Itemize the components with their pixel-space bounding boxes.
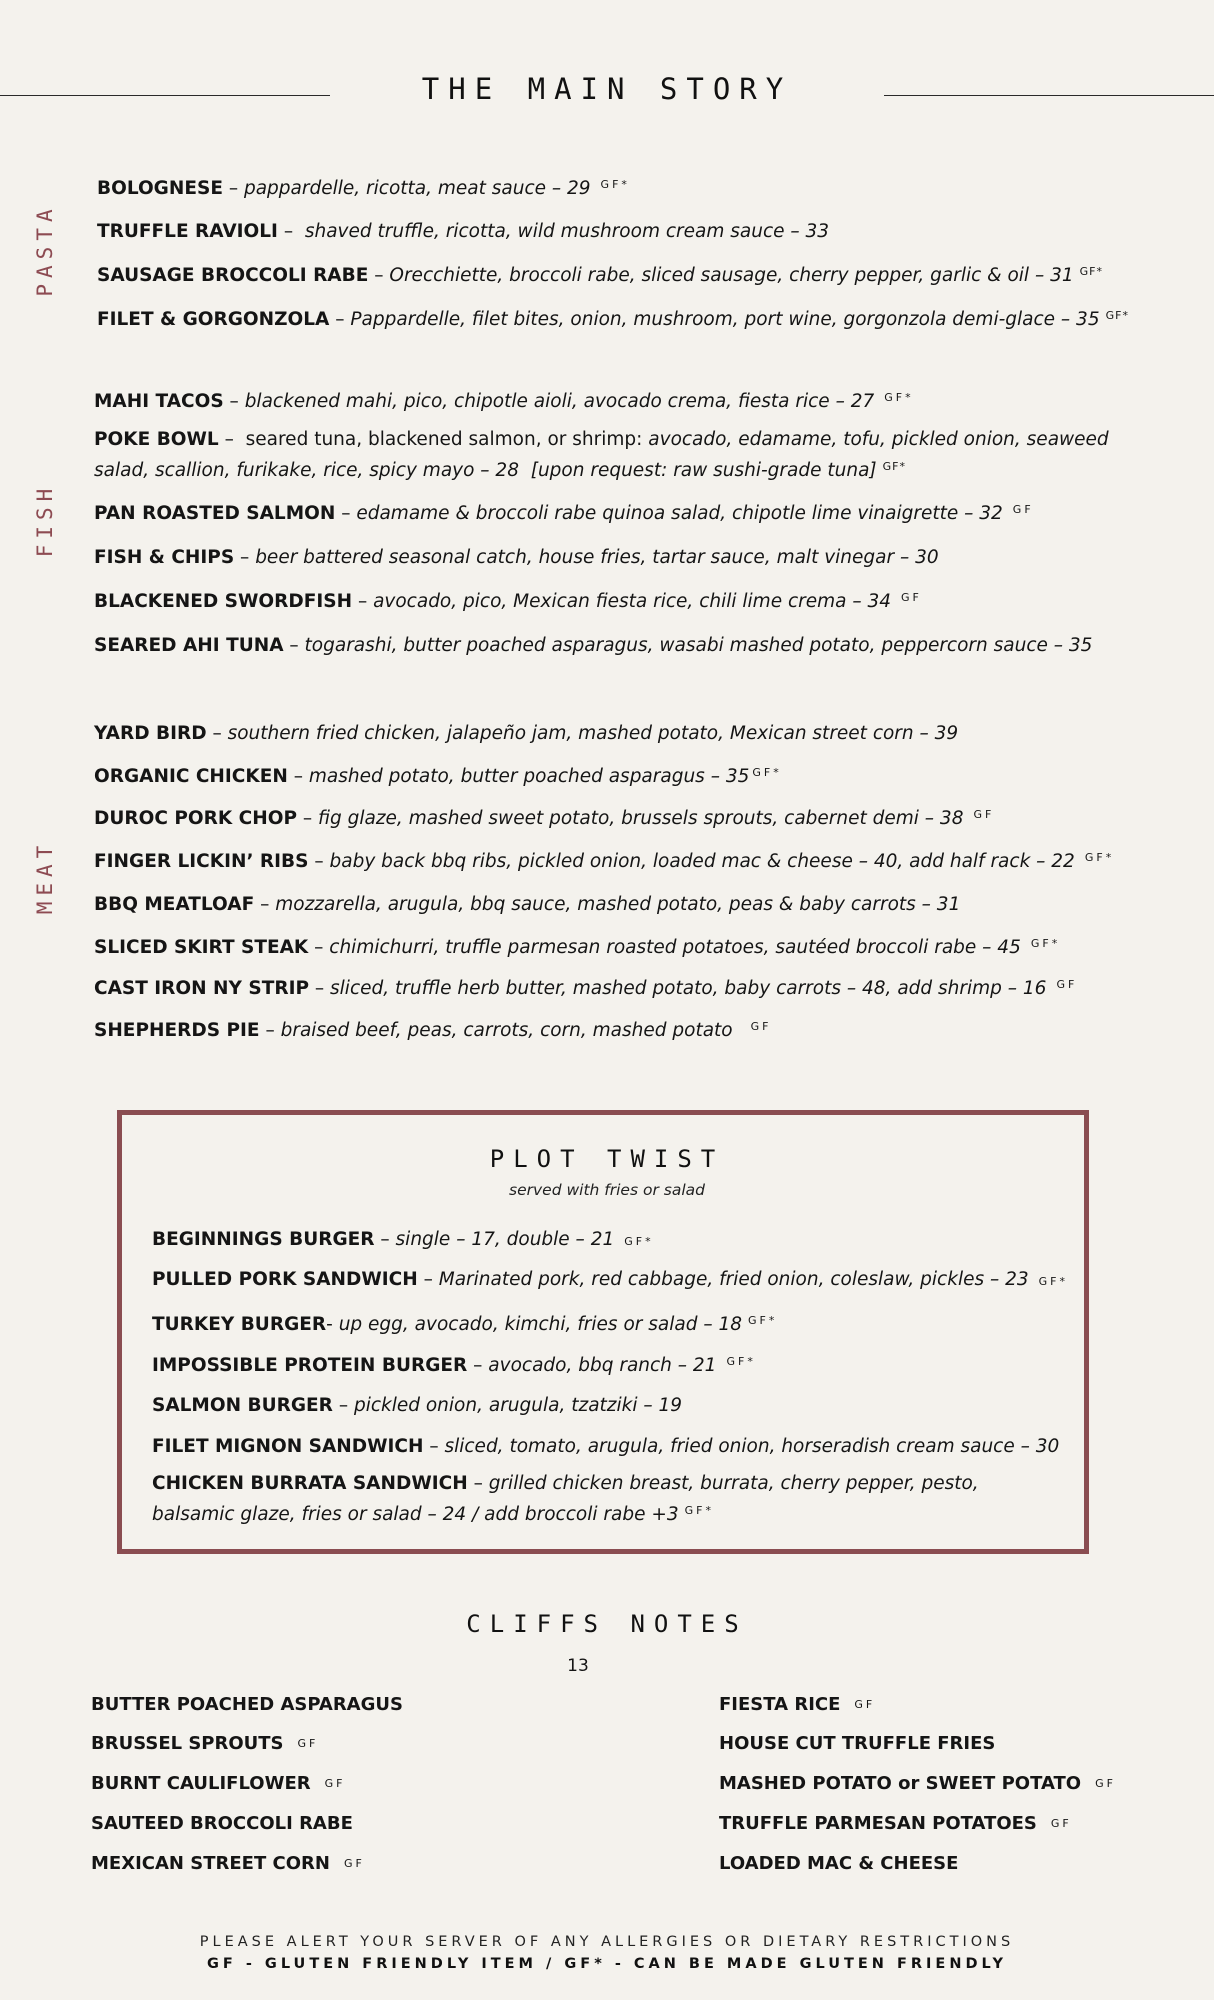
item-description: avocado, pico, Mexican fiesta rice, chili lime crema – 34 <box>373 591 892 612</box>
menu-item <box>152 1470 979 1528</box>
gf-badge: GF* <box>1105 309 1129 322</box>
side-item-name: MASHED POTATO or SWEET POTATO <box>719 1773 1082 1794</box>
item-description: Pappardelle, filet bites, onion, mushroom, port wine, gorgonzola demi-glace – 35 <box>350 309 1100 330</box>
gf-badge: GF <box>901 591 922 604</box>
gf-badge: GF* <box>1084 851 1115 864</box>
section-label-fish: FISH <box>33 482 57 558</box>
item-description: avocado, edamame, tofu, pickled onion, seaweed <box>648 429 1109 450</box>
menu-item <box>94 844 1114 875</box>
gf-badge: GF* <box>752 766 782 779</box>
item-description: sliced, tomato, arugula, fried onion, horseradish cream sauce – 30 <box>444 1436 1060 1457</box>
gf-badge: GF* <box>1079 265 1103 278</box>
gf-badge: GF* <box>684 1504 714 1517</box>
side-item-name: BURNT CAULIFLOWER <box>91 1773 311 1794</box>
item-name: TRUFFLE RAVIOLI <box>97 221 278 242</box>
side-item <box>719 1813 1072 1834</box>
item-description: edamame & broccoli rabe quinoa salad, chipotle lime vinaigrette – 32 <box>356 503 1003 524</box>
item-description: up egg, avocado, kimchi, fries or salad – 18 <box>338 1314 742 1335</box>
side-item-name: BRUSSEL SPROUTS <box>91 1733 284 1754</box>
item-separator: – <box>467 1355 489 1376</box>
side-item-name: TRUFFLE PARMESAN POTATOES <box>719 1813 1037 1834</box>
item-separator: – <box>223 391 245 412</box>
item-name: BLACKENED SWORDFISH <box>94 591 353 612</box>
section-label-pasta: PASTA <box>33 203 57 297</box>
item-name: BBQ MEATLOAF <box>94 894 255 915</box>
item-separator: – <box>222 178 244 199</box>
menu-item <box>94 1013 771 1044</box>
menu-item <box>94 628 1102 659</box>
item-description: blackened mahi, pico, chipotle aioli, avocado crema, fiesta rice – 27 <box>244 391 875 412</box>
item-separator: – <box>259 1020 281 1041</box>
item-description-continued: balsamic glaze, fries or salad – 24 / add broccoli rabe +3 <box>152 1504 679 1525</box>
item-name: FILET & GORGONZOLA <box>97 309 330 330</box>
side-item <box>91 1694 417 1715</box>
gf-badge: GF <box>1050 1817 1072 1830</box>
side-item-name: LOADED MAC & CHEESE <box>719 1853 959 1874</box>
item-name: SLICED SKIRT STEAK <box>94 937 309 958</box>
page-title: THE MAIN STORY <box>421 72 793 106</box>
item-name: CAST IRON NY STRIP <box>94 978 310 999</box>
side-item-name: BUTTER POACHED ASPARAGUS <box>91 1694 403 1715</box>
gf-legend: GF - GLUTEN FRIENDLY ITEM / GF* - CAN BE MADE GLUTEN FRIENDLY <box>207 1956 1007 1972</box>
plot-twist-subtitle: served with fries or salad <box>509 1181 705 1199</box>
item-name: PAN ROASTED SALMON <box>94 503 336 524</box>
menu-item <box>94 930 1060 961</box>
item-description: mashed potato, butter poached asparagus – 35 <box>308 766 750 787</box>
item-separator: – <box>335 503 357 524</box>
gf-badge: GF <box>750 1020 772 1033</box>
plot-twist-title: PLOT TWIST <box>489 1145 725 1173</box>
menu-item <box>152 1429 1069 1460</box>
item-description: togarashi, butter poached asparagus, wasabi mashed potato, peppercorn sauce – 35 <box>304 635 1093 656</box>
side-item <box>91 1853 365 1874</box>
menu-item <box>152 1266 1068 1295</box>
menu-item <box>97 258 1103 289</box>
cliffs-notes-title: CLIFFS NOTES <box>466 1610 748 1638</box>
gf-badge: GF <box>324 1777 346 1790</box>
item-separator: – <box>254 894 276 915</box>
gf-badge: GF <box>854 1698 876 1711</box>
side-item <box>91 1733 318 1754</box>
item-name: PULLED PORK SANDWICH <box>152 1269 418 1290</box>
gf-badge: GF* <box>882 460 906 473</box>
menu-item <box>94 496 1034 527</box>
item-description: chimichurri, truffle parmesan roasted potatoes, sautéed broccoli rabe – 45 <box>329 937 1021 958</box>
item-description: mozzarella, arugula, bbq sauce, mashed potato, peas & baby carrots – 31 <box>275 894 961 915</box>
gf-badge: GF <box>973 808 995 821</box>
gf-badge: GF* <box>600 178 630 191</box>
item-separator: – <box>297 808 319 829</box>
item-name: IMPOSSIBLE PROTEIN BURGER <box>152 1355 468 1376</box>
item-description: southern fried chicken, jalapeño jam, mashed potato, Mexican street corn – 39 <box>227 723 959 744</box>
gf-badge: GF* <box>748 1314 778 1327</box>
menu-item <box>152 1388 692 1419</box>
item-description: sliced, truffle herb butter, mashed potato, baby carrots – 48, add shrimp – 16 <box>330 978 1047 999</box>
item-separator: – <box>329 309 351 330</box>
item-name: YARD BIRD <box>94 723 207 744</box>
item-separator: – <box>234 547 256 568</box>
menu-item <box>94 426 1109 484</box>
item-separator: – <box>277 221 305 242</box>
allergy-note: PLEASE ALERT YOUR SERVER OF ANY ALLERGIES OR DIETARY RESTRICTIONS <box>199 1934 1015 1950</box>
item-description-continued: salad, scallion, furikake, rice, spicy mayo – 28 [upon request: raw sushi-grade tuna] <box>94 460 877 481</box>
menu-item <box>94 540 949 571</box>
item-name: BOLOGNESE <box>97 178 223 199</box>
item-description: beer battered seasonal catch, house fries, tartar sauce, malt vinegar – 30 <box>255 547 939 568</box>
item-name: SHEPHERDS PIE <box>94 1020 260 1041</box>
item-description: pappardelle, ricotta, meat sauce – 29 <box>243 178 591 199</box>
gf-badge: GF* <box>624 1235 654 1248</box>
item-separator: – <box>467 1473 489 1494</box>
item-name: POKE BOWL <box>94 429 219 450</box>
gf-badge: GF <box>343 1857 365 1870</box>
item-separator: – <box>308 937 330 958</box>
side-item <box>91 1773 345 1794</box>
item-name: SEARED AHI TUNA <box>94 635 284 656</box>
item-separator: – <box>332 1395 354 1416</box>
side-item <box>719 1694 875 1715</box>
gf-badge: GF <box>297 1737 319 1750</box>
item-description: braised beef, peas, carrots, corn, mashed potato <box>280 1020 733 1041</box>
item-description: baby back bbq ribs, pickled onion, loaded mac & cheese – 40, add half rack – 22 <box>329 851 1075 872</box>
gf-badge: GF* <box>1030 937 1061 950</box>
gf-badge: GF <box>1056 978 1078 991</box>
menu-item <box>94 801 994 832</box>
menu-item <box>94 384 914 415</box>
item-name: CHICKEN BURRATA SANDWICH <box>152 1473 468 1494</box>
item-separator: – <box>417 1269 439 1290</box>
menu-item <box>94 584 922 615</box>
item-name: FILET MIGNON SANDWICH <box>152 1436 424 1457</box>
menu-item <box>94 716 968 747</box>
item-separator: – <box>309 978 331 999</box>
item-separator: – <box>308 851 330 872</box>
item-description: Orecchiette, broccoli rabe, sliced sausage, cherry pepper, garlic & oil – 31 <box>389 265 1074 286</box>
item-description: Marinated pork, red cabbage, fried onion, coleslaw, pickles – 23 <box>438 1269 1029 1290</box>
side-item-name: SAUTEED BROCCOLI RABE <box>91 1813 353 1834</box>
side-item <box>719 1773 1116 1794</box>
menu-item <box>152 1226 654 1255</box>
section-label-meat: MEAT <box>33 839 57 915</box>
gf-badge: GF* <box>884 391 914 404</box>
sides-price: 13 <box>567 1656 589 1676</box>
item-name: FISH & CHIPS <box>94 547 235 568</box>
item-name: SAUSAGE BROCCOLI RABE <box>97 265 369 286</box>
item-name: SALMON BURGER <box>152 1395 333 1416</box>
gf-badge: GF <box>1095 1777 1116 1790</box>
item-description: grilled chicken breast, burrata, cherry pepper, pesto, <box>488 1473 979 1494</box>
menu-item <box>97 171 630 202</box>
item-name: ORGANIC CHICKEN <box>94 766 288 787</box>
side-item-name: FIESTA RICE <box>719 1694 841 1715</box>
item-name: MAHI TACOS <box>94 391 224 412</box>
menu-item <box>94 887 970 918</box>
gf-badge: GF <box>1012 503 1034 516</box>
item-separator: - <box>326 1314 339 1335</box>
item-description: pickled onion, arugula, tzatziki – 19 <box>353 1395 683 1416</box>
menu-item <box>152 1348 756 1379</box>
menu-item <box>97 214 839 245</box>
item-name: FINGER LICKIN’ RIBS <box>94 851 309 872</box>
item-name: DUROC PORK CHOP <box>94 808 298 829</box>
item-separator: – <box>374 1229 396 1250</box>
gf-badge: GF* <box>726 1355 756 1368</box>
menu-item <box>94 971 1077 1002</box>
item-description: single – 17, double – 21 <box>395 1229 615 1250</box>
menu-item <box>152 1307 777 1338</box>
item-description: fig glaze, mashed sweet potato, brussels sprouts, cabernet demi – 38 <box>318 808 964 829</box>
item-separator: – <box>352 591 374 612</box>
side-item <box>719 1733 1009 1754</box>
item-separator: – <box>423 1436 445 1457</box>
side-item <box>91 1813 367 1834</box>
item-separator: – <box>287 766 309 787</box>
item-name: BEGINNINGS BURGER <box>152 1229 375 1250</box>
menu-item <box>97 302 1129 333</box>
gf-badge: GF* <box>1038 1275 1069 1288</box>
item-description: shaved truffle, ricotta, wild mushroom cream sauce – 33 <box>304 221 830 242</box>
side-item-name: MEXICAN STREET CORN <box>91 1853 330 1874</box>
item-separator: – <box>206 723 228 744</box>
item-separator: – <box>368 265 390 286</box>
side-item <box>719 1853 972 1874</box>
item-description: avocado, bbq ranch – 21 <box>488 1355 717 1376</box>
item-separator: – <box>283 635 305 656</box>
item-separator: – seared tuna, blackened salmon, or shrimp: <box>218 429 649 450</box>
side-item-name: HOUSE CUT TRUFFLE FRIES <box>719 1733 996 1754</box>
menu-item <box>94 759 782 790</box>
item-name: TURKEY BURGER <box>152 1314 327 1335</box>
